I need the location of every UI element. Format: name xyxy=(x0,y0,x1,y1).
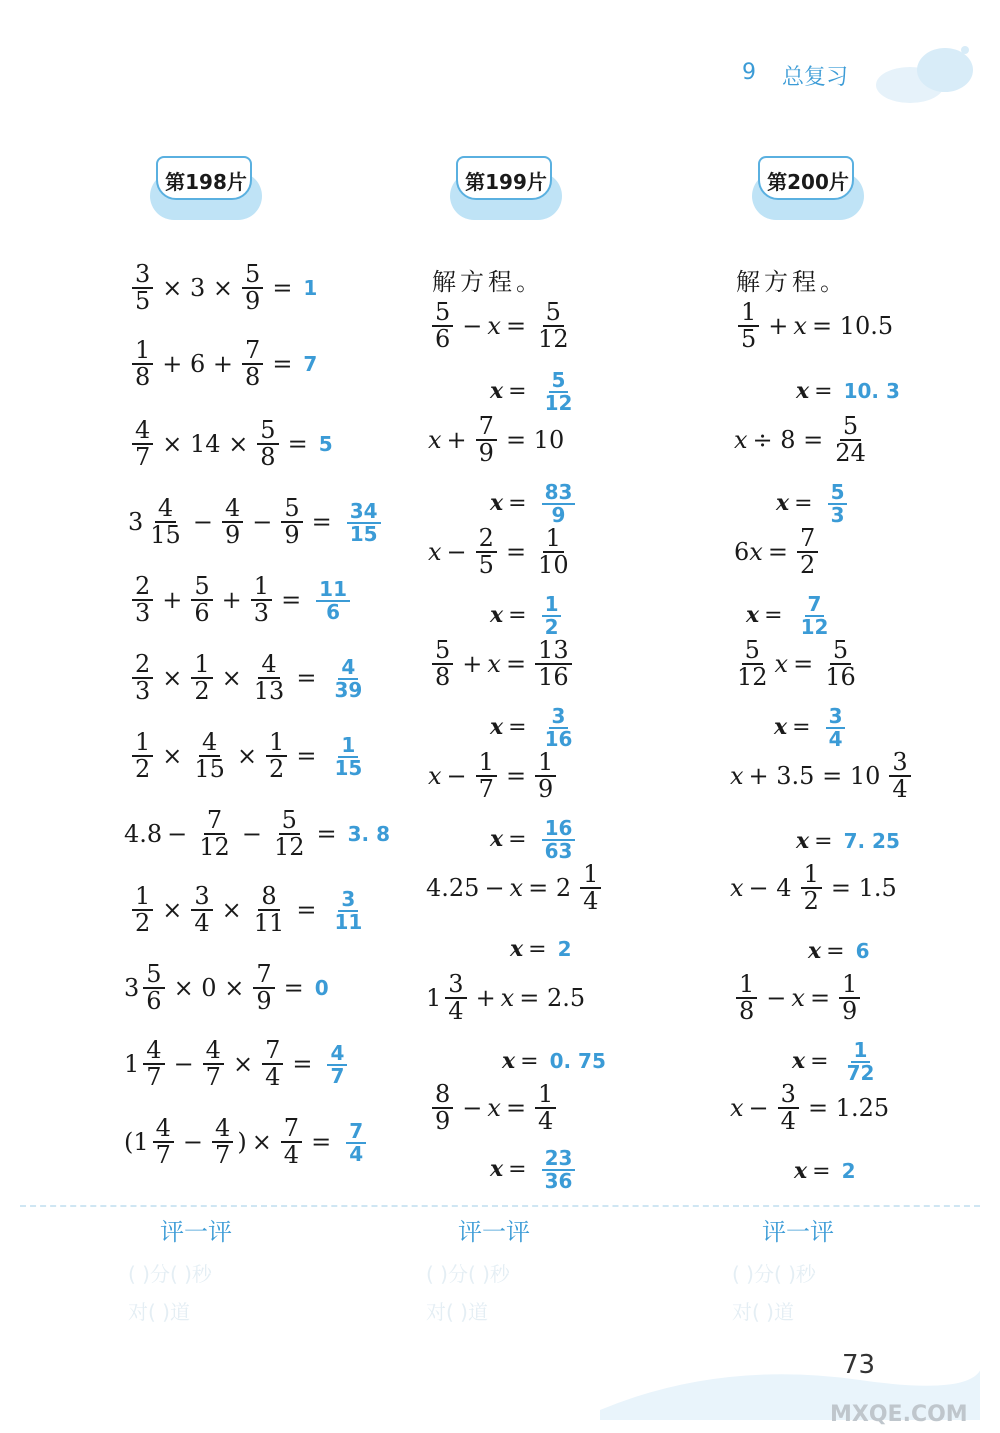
problem-198-7: $\frac{1}{2}$ × $\frac{4}{15}$ × $\frac{1}{2}$ = $\frac{1}{15}$ xyxy=(128,730,369,782)
answer: $\frac{1}{15}$ xyxy=(334,733,363,781)
rating-correct-199: 对( )道 xyxy=(426,1300,488,1324)
problem-198-6: $\frac{2}{3}$ × $\frac{1}{2}$ × $\frac{4}{13}$ = $\frac{4}{39}$ xyxy=(128,652,369,704)
answer: $\frac{11}{6}$ xyxy=(312,577,354,623)
solution-200-7: x = $\frac{1}{72}$ xyxy=(792,1038,875,1085)
solution-200-2: x = $\frac{5}{3}$ xyxy=(776,480,851,526)
problem-198-11: 1 $\frac{4}{7}$ − $\frac{4}{7}$ × $\frac{7}{4}$ = $\frac{4}{7}$ xyxy=(124,1038,351,1090)
problem-199-7: 1 $\frac{3}{4}$ + x = 2.5 xyxy=(426,970,586,1026)
rating-correct-198: 对( )道 xyxy=(128,1300,190,1324)
problem-199-4: $\frac{5}{8}$ + x = $\frac{13}{16}$ xyxy=(428,638,576,690)
solution-200-1: x = 10. 3 xyxy=(796,378,900,404)
rating-label-199: 评一评 xyxy=(458,1218,530,1246)
unit-number: 9 xyxy=(742,60,756,85)
solution-199-3: x = $\frac{1}{2}$ xyxy=(490,592,565,638)
badge-label: 第199片 xyxy=(465,170,547,194)
problem-200-3: 6 x = $\frac{7}{2}$ xyxy=(734,526,822,578)
answer: 7 xyxy=(303,352,318,377)
problem-200-1: $\frac{1}{5}$ + x = 10.5 xyxy=(734,300,898,352)
instruction-solve-equation: 解方程。 xyxy=(736,268,848,296)
problem-199-6: 4.25 − x = 2 $\frac{1}{4}$ xyxy=(426,862,605,914)
problem-200-5: x + 3.5 = 10 $\frac{3}{4}$ xyxy=(730,750,915,802)
problem-199-8: $\frac{8}{9}$ − x = $\frac{1}{4}$ xyxy=(428,1082,560,1134)
problem-200-6: x − 4 $\frac{1}{2}$ = 1.5 xyxy=(730,860,897,916)
badge-label: 第200片 xyxy=(767,170,849,194)
instruction-solve-equation: 解方程。 xyxy=(432,268,544,296)
solution-199-7: x = 0. 75 xyxy=(502,1048,606,1074)
answer: $\frac{7}{4}$ xyxy=(342,1119,370,1165)
problem-199-1: $\frac{5}{6}$ − x = $\frac{5}{12}$ xyxy=(428,300,576,352)
watermark-text: MXQE.COM xyxy=(830,1402,968,1427)
problem-200-4: $\frac{5}{12}$ x = $\frac{5}{16}$ xyxy=(737,636,856,692)
solution-199-2: x = $\frac{83}{9}$ xyxy=(490,480,579,526)
solution-200-6: x = 6 xyxy=(808,938,870,964)
problem-199-2: x + $\frac{7}{9}$ = 10 xyxy=(428,412,565,468)
answer: $\frac{3}{11}$ xyxy=(334,887,363,935)
decoration-splash-icon xyxy=(870,40,980,120)
problem-198-4: 3 $\frac{4}{15}$ − $\frac{4}{9}$ − $\frac{5}{9}$ = $\frac{34}{15}$ xyxy=(128,496,385,548)
solution-199-4: x = $\frac{3}{16}$ xyxy=(490,704,573,751)
rating-label-200: 评一评 xyxy=(762,1218,834,1246)
badge-card-198 xyxy=(150,152,262,208)
unit-title: 总复习 xyxy=(782,65,849,90)
problem-198-10: 3 $\frac{5}{6}$ × 0 × $\frac{7}{9}$ = 0 xyxy=(124,960,329,1016)
problem-199-3: x − $\frac{2}{5}$ = $\frac{1}{10}$ xyxy=(428,524,569,580)
rating-label-198: 评一评 xyxy=(160,1218,232,1246)
answer: $\frac{4}{7}$ xyxy=(323,1041,351,1087)
problem-198-2: $\frac{1}{8}$ + 6 + $\frac{7}{8}$ = 7 xyxy=(128,338,317,390)
badge-card-200 xyxy=(752,152,864,208)
problem-199-5: x − $\frac{1}{7}$ = $\frac{1}{9}$ xyxy=(428,750,560,802)
solution-200-5: x = 7. 25 xyxy=(796,828,900,854)
problem-200-2: x ÷ 8 = $\frac{5}{24}$ xyxy=(734,412,866,468)
rating-time-200: ( )分( )秒 xyxy=(732,1262,816,1286)
badge-label: 第198片 xyxy=(165,170,247,194)
solution-199-5: x = $\frac{16}{63}$ xyxy=(490,816,579,862)
problem-198-5: $\frac{2}{3}$ + $\frac{5}{6}$ + $\frac{1}{3}$ = $\frac{11}{6}$ xyxy=(128,574,354,626)
solution-199-8: x = $\frac{23}{36}$ xyxy=(490,1146,579,1192)
page-number: 73 xyxy=(842,1350,876,1380)
answer: $\frac{34}{15}$ xyxy=(343,499,385,545)
solution-199-6: x = 2 xyxy=(510,936,572,962)
answer: 1 xyxy=(303,276,318,301)
rating-time-199: ( )分( )秒 xyxy=(426,1262,510,1286)
dashed-divider xyxy=(20,1205,980,1207)
problem-198-3: $\frac{4}{7}$ × 14 × $\frac{5}{8}$ = 5 xyxy=(128,418,333,470)
solution-200-4: x = $\frac{3}{4}$ xyxy=(774,704,849,750)
solution-199-1: x = $\frac{5}{12}$ xyxy=(490,368,573,415)
badge-card-199 xyxy=(450,152,562,208)
problem-198-1: $\frac{3}{5}$ × 3 × $\frac{5}{9}$ = 1 xyxy=(128,262,317,314)
answer: 5 xyxy=(318,432,333,457)
problem-198-12: (1 $\frac{4}{7}$ − $\frac{4}{7}$ ) × $\frac{7}{4}$ = $\frac{7}{4}$ xyxy=(124,1116,370,1168)
answer: 3. 8 xyxy=(347,822,390,847)
problem-200-8: x − $\frac{3}{4}$ = 1.25 xyxy=(730,1080,890,1136)
answer: 0 xyxy=(314,976,329,1001)
answer: $\frac{4}{39}$ xyxy=(334,655,363,703)
problem-198-9: $\frac{1}{2}$ × $\frac{3}{4}$ × $\frac{8}{11}$ = $\frac{3}{11}$ xyxy=(128,884,369,936)
problem-200-7: $\frac{1}{8}$ − x = $\frac{1}{9}$ xyxy=(732,972,864,1024)
problem-198-8: 4.8 − $\frac{7}{12}$ − $\frac{5}{12}$ = 3. 8 xyxy=(124,806,390,862)
solution-200-8: x = 2 xyxy=(794,1158,856,1184)
solution-200-3: x = $\frac{7}{12}$ xyxy=(746,592,829,639)
rating-time-198: ( )分( )秒 xyxy=(128,1262,212,1286)
rating-correct-200: 对( )道 xyxy=(732,1300,794,1324)
